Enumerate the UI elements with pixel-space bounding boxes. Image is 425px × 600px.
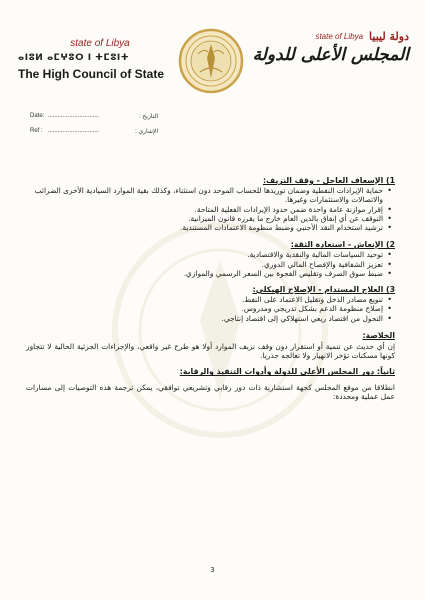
state-name-en-right: state of Libya <box>315 32 364 41</box>
list-item: • حماية الإيرادات النفطية وضمان توريدها للحساب الموحد دون استثناء، وكذلك بقية الموارد السيادية الأخرى الضرائب والاتصالات والاستثمارات وغيرها. <box>26 186 383 204</box>
section-heading-structural: 3) العلاج المستدام - الإصلاح الهيكلي: <box>252 285 395 295</box>
structural-list <box>26 295 395 323</box>
document-body <box>26 176 395 401</box>
header-left <box>18 38 168 81</box>
conclusion-text: إن أي حديث عن تنمية أو استقرار دون وقف نزيف الموارد أولا هو طرح غير واقعي، والإجراءات الجزئية الحالية لا تتجاوز كونها مسكنات تؤخر الانهيار ولا تعالجه جذريا. <box>26 342 395 361</box>
list-item: • ضبط سوق الصرف وتقليص الفجوة بين السعر الرسمي والموازي. <box>26 269 383 278</box>
ref-field <box>30 128 158 134</box>
recovery-list <box>26 250 395 278</box>
list-item: • التوقف عن أي إنفاق بالدين العام خارج ما يقرره قانون الميزانية. <box>26 214 383 223</box>
state-name-en: state of Libya <box>70 38 130 49</box>
date-label: Date: <box>30 113 45 119</box>
council-name-en: The High Council of State <box>18 67 164 81</box>
section-heading-conclusion: الخلاصة: <box>362 330 395 340</box>
state-name-line <box>259 30 409 43</box>
emergency-list <box>26 186 395 232</box>
council-name-tifinagh: ⴰⵏⵓⵍ ⴰⵎⵖⵓⵔ ⵏ ⵜⵎⵓⵏⵜ <box>18 53 130 63</box>
date-dots: ............................... <box>47 113 100 119</box>
list-item: • تعزيز الشفافية والإفصاح المالي الدوري. <box>26 260 383 269</box>
ref-label-ar: الإشاري : <box>135 129 158 135</box>
date-label-ar: التاريخ : <box>139 114 158 120</box>
section-heading-emergency: 1) الإسعاف العاجل - وقف النزيف: <box>262 176 395 185</box>
header-right <box>252 30 409 65</box>
state-name-ar: دولة ليبيا <box>369 30 409 43</box>
list-item: • توحيد السياسات المالية والنقدية والاقتصادية. <box>26 250 383 259</box>
page-number: 3 <box>210 566 215 574</box>
list-item: • ترشيد استخدام النقد الأجنبي وضبط منظومة الاعتمادات المستندية. <box>26 223 383 232</box>
ref-dots: ............................... <box>47 128 100 134</box>
date-field <box>30 113 158 119</box>
council-seal-icon <box>178 28 244 94</box>
list-item: • التحول من اقتصاد ريعي استهلاكي إلى اقتصاد إنتاجي. <box>26 314 383 323</box>
council-name-ar: المجلس الأعلى للدولة <box>252 45 409 65</box>
ref-label: Ref : <box>30 128 43 134</box>
section-heading-recovery: 2) الإنعاش - استعادة الثقة: <box>290 240 395 250</box>
list-item: • إصلاح منظومة الدعم بشكل تدريجي ومدروس. <box>26 304 383 313</box>
list-item: • تنويع مصادر الدخل وتقليل الاعتماد على النفط. <box>26 295 383 304</box>
role-text: انطلاقا من موقع المجلس كجهة استشارية ذات دور رقابي وتشريعي توافقي، يمكن ترجمة هذه التوصيات إلى مسارات عمل عملية ومحددة: <box>26 382 395 401</box>
list-item: • إقرار موازنة عامة واحدة ضمن حدود الإيرادات الفعلية المتاحة. <box>26 205 383 214</box>
section-heading-role: ثانياً: دور المجلس الأعلى للدولة وأدوات التنفيذ والرقابة: <box>179 367 395 377</box>
